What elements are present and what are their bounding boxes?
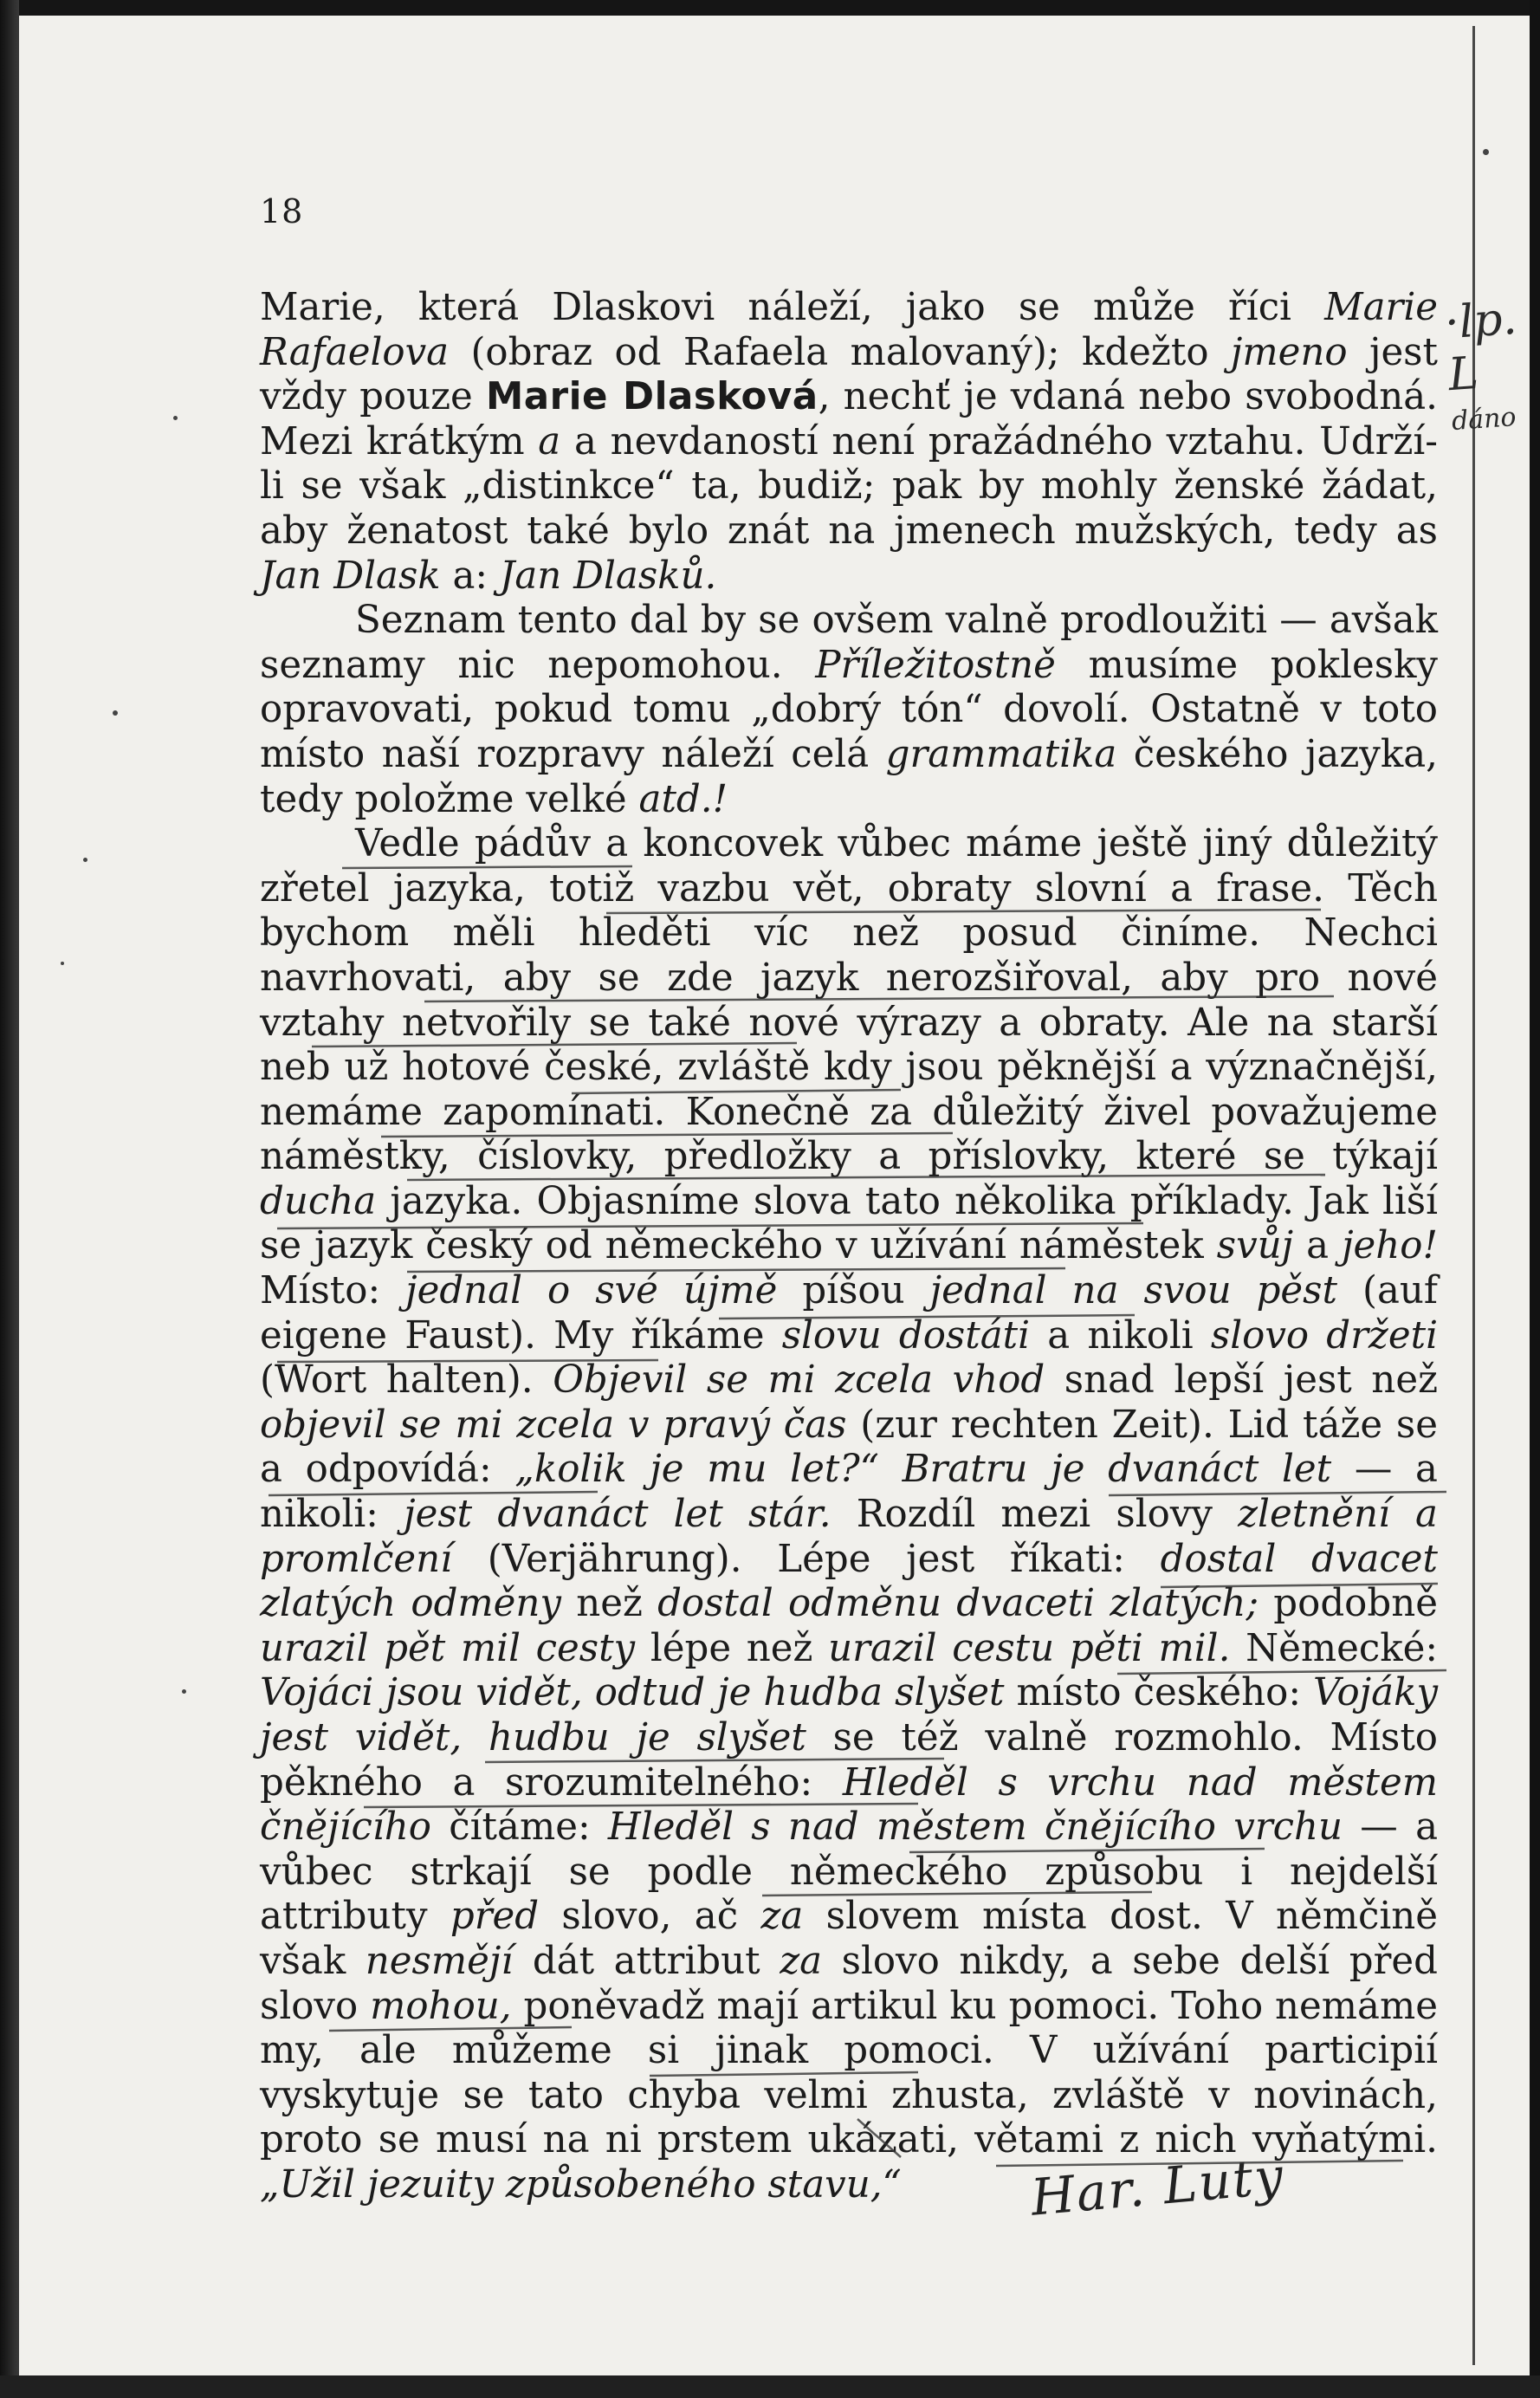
paragraph-p3	[260, 822, 1438, 2207]
text-run: a:	[440, 554, 500, 598]
text-run: urazil cestu pěti mil.	[828, 1626, 1231, 1670]
text-run: mohou,	[370, 1984, 512, 2028]
text-run: — a vůbec strkají se podle německého způsobu i nejdelší attributy	[260, 1805, 1439, 1939]
text-run: ducha	[260, 1179, 377, 1223]
text-run: a nevdaností není pražádného vztahu. Udrží-li se však „distinkce“ ta, budiž; pak by mohly ženské žádat, aby ženatost také bylo znát na jmenech mužských, tedy as	[260, 419, 1438, 553]
text-run: zletnění a promlčení	[260, 1493, 1438, 1581]
text-run: slovu dostáti	[781, 1313, 1031, 1358]
text-run: podobně	[1259, 1582, 1438, 1626]
text-run: objevil se mi zcela v pravý čas	[260, 1403, 847, 1447]
text-run: urazil pět mil cesty	[260, 1626, 636, 1670]
text-run: Německé:	[1230, 1626, 1439, 1670]
text-run: českého jazyka, tedy položme velké	[260, 732, 1438, 821]
text-run: jmeno	[1230, 330, 1348, 374]
text-run: Objevil se mi zcela vhod	[553, 1358, 1045, 1403]
text-run: Seznam tento dal by se ovšem valně prodloužiti — avšak seznamy nic nepomohou.	[260, 599, 1438, 687]
text-run: než	[561, 1582, 658, 1626]
scan-speck	[1483, 149, 1489, 155]
text-run: musíme poklesky opravovati, pokud tomu „dobrý tón“ dovolí. Ostatně v toto místo naší rozpravy náleží celá	[260, 643, 1438, 776]
text-run: (obraz od Rafaela malovaný); kdežto	[449, 330, 1231, 374]
text-run: jednal na svou pěst	[929, 1269, 1337, 1313]
text-run: Jan Dlask	[260, 554, 441, 598]
text-run: „Užil jezuity způsobeného stavu,“	[260, 2162, 902, 2207]
scan-edge-left	[0, 0, 19, 2398]
text-run: Marie, která Dlaskovi náleží, jako se může říci	[260, 286, 1325, 329]
text-run: Vojáci jsou vidět, odtud je hudba slyšet	[260, 1671, 1005, 1715]
text-run: Příležitostně	[815, 643, 1056, 687]
text-run: slovo držeti	[1210, 1313, 1438, 1358]
text-run: jeho!	[1342, 1224, 1438, 1268]
text-run: Vedle pádův a koncovek vůbec máme ještě jiný důležitý zřetel jazyka, totiž vazbu vět, obraty slovní a frase. Těch bychom měli hleděti víc než posud činíme. Nechci navrhovati, aby se zde jazyk nerozšiřoval, aby pro nové vztahy netvořily se také nové výrazy a obraty. Ale na starší neb už hotové české, zvláště kdy jsou pěknější a význačnější, nemáme zapomínati. Konečně za důležitý živel považujeme náměstky, číslovky, předložky a příslovky, které se týkají	[260, 822, 1438, 1179]
handwritten-margin-note	[1443, 292, 1536, 448]
text-run: Rozdíl mezi slovy	[831, 1493, 1239, 1537]
text-run: — a nikoli:	[260, 1448, 1438, 1537]
text-run: poněvadž mají artikul ku pomoci. Toho nemáme my, ale můžeme si jinak pomoci. V užívání participií vyskytuje se tato chyba velmi zhusta, zvláště v novinách, proto se musí na ni prstem ukázati, větami z nich vyňatými.	[260, 1984, 1438, 2162]
scan-edge-right	[1530, 0, 1540, 2398]
text-run: nesmějí	[365, 1939, 514, 1983]
text-run: jest vždy pouze	[260, 330, 1438, 419]
text-run: jednal o své újmě	[405, 1269, 778, 1313]
text-run: Hleděl s vrchu nad městem čnějícího	[260, 1760, 1438, 1850]
text-run: a nikoli	[1030, 1313, 1211, 1358]
paragraph-p2	[260, 599, 1438, 822]
text-run: a	[538, 419, 561, 463]
text-run: za	[760, 1895, 804, 1939]
text-run: se též valně rozmohlo. Místo pěkného a srozumitelného:	[260, 1716, 1438, 1805]
text-run: místo českého:	[1004, 1671, 1314, 1715]
text-run: dostal odměnu dvaceti zlatých;	[657, 1582, 1259, 1626]
text-run: dát attribut	[513, 1939, 780, 1983]
paragraph-p1	[260, 286, 1438, 599]
text-run: (zur rechten Zeit). Lid táže se a odpovídá:	[260, 1403, 1438, 1492]
text-run: píšou	[777, 1269, 930, 1313]
handwritten-signature: Har. Luty	[1028, 2146, 1287, 2227]
text-run: Hleděl s nad městem čnějícího vrchu	[607, 1805, 1343, 1850]
text-run: (Wort halten).	[260, 1358, 553, 1403]
text-run: dostal dvacet zlatých odměny	[260, 1537, 1438, 1626]
text-run: (auf eigene Faust). My říkáme	[260, 1269, 1438, 1358]
scan-speck	[83, 858, 87, 862]
text-run: Marie Rafaelova	[260, 286, 1438, 374]
text-run: svůj	[1216, 1224, 1294, 1268]
text-run: Vojáky jest vidět, hudbu je slyšet	[260, 1671, 1439, 1760]
text-run: „kolik je mu let?“ Bratru je dvanáct let	[514, 1448, 1332, 1492]
text-run: grammatika	[885, 732, 1117, 776]
text-run: lépe než	[635, 1626, 829, 1670]
scan-speck	[113, 710, 118, 716]
text-run: slovem místa dost. V němčině však	[260, 1895, 1438, 1983]
scan-speck	[61, 962, 64, 965]
body-text	[260, 286, 1438, 2208]
text-run: za	[780, 1939, 823, 1983]
text-run: Místo:	[260, 1269, 406, 1313]
text-run: slovo, ač	[539, 1895, 761, 1939]
text-run: (Verjährung). Lépe jest říkati:	[452, 1537, 1161, 1581]
scan-speck	[182, 1689, 186, 1694]
text-run: slovo nikdy, a sebe delší před slovo	[260, 1939, 1438, 2028]
scan-speck	[173, 416, 178, 420]
text-run: čítáme:	[431, 1805, 608, 1850]
text-run: jest dvanáct let stár.	[404, 1493, 831, 1537]
text-run: jazyka. Objasníme slova tato několika příklady. Jak liší se jazyk český od německého v užívání náměstek	[260, 1179, 1438, 1268]
text-run: Jan Dlasků.	[499, 554, 717, 598]
page-number: 18	[260, 192, 304, 230]
text-run: atd.!	[638, 777, 728, 821]
text-run: , nechť je vdaná nebo svobodná. Mezi krátkým	[260, 375, 1438, 463]
scan-edge-top	[0, 0, 1540, 16]
text-run: a	[1293, 1224, 1343, 1268]
text-run: snad lepší jest než	[1045, 1358, 1438, 1403]
text-run: před	[450, 1895, 540, 1939]
text-run: Marie Dlasková	[485, 375, 819, 419]
margin-note-main: ·lp. L	[1443, 292, 1519, 402]
scan-edge-bottom	[0, 2375, 1540, 2398]
margin-note-sub: dáno	[1450, 402, 1517, 437]
